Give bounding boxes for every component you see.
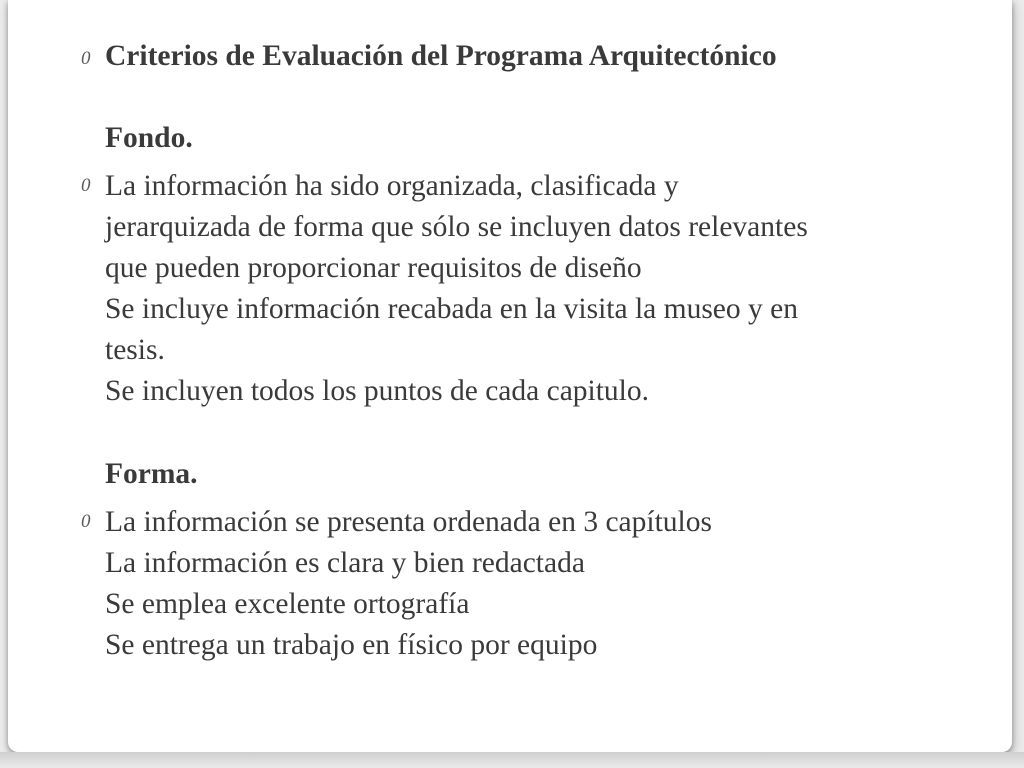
forma-line: Se emplea excelente ortografía	[105, 588, 470, 620]
fondo-line: La información ha sido organizada, clasificada y	[105, 170, 679, 202]
slide-content	[8, 0, 1012, 752]
fondo-line: que pueden proporcionar requisitos de diseño	[105, 252, 642, 284]
section-title-forma: Forma.	[105, 458, 198, 490]
paper-sheet	[8, 0, 1012, 752]
forma-line: La información es clara y bien redactada	[105, 547, 585, 579]
bullet-marker: 0	[81, 175, 91, 196]
forma-line: La información se presenta ordenada en 3 capítulos	[105, 506, 712, 538]
page-shadow	[0, 752, 1024, 768]
fondo-line: Se incluye información recabada en la visita la museo y en	[105, 293, 798, 325]
bullet-marker: 0	[81, 48, 91, 69]
section-title-fondo: Fondo.	[105, 122, 193, 154]
bullet-marker: 0	[81, 511, 91, 532]
slide-heading: Criterios de Evaluación del Programa Arquitectónico	[105, 40, 777, 72]
fondo-line: jerarquizada de forma que sólo se incluyen datos relevantes	[105, 211, 808, 243]
fondo-line: tesis.	[105, 334, 165, 366]
fondo-line: Se incluyen todos los puntos de cada capitulo.	[105, 375, 650, 407]
forma-line: Se entrega un trabajo en físico por equipo	[105, 629, 598, 661]
